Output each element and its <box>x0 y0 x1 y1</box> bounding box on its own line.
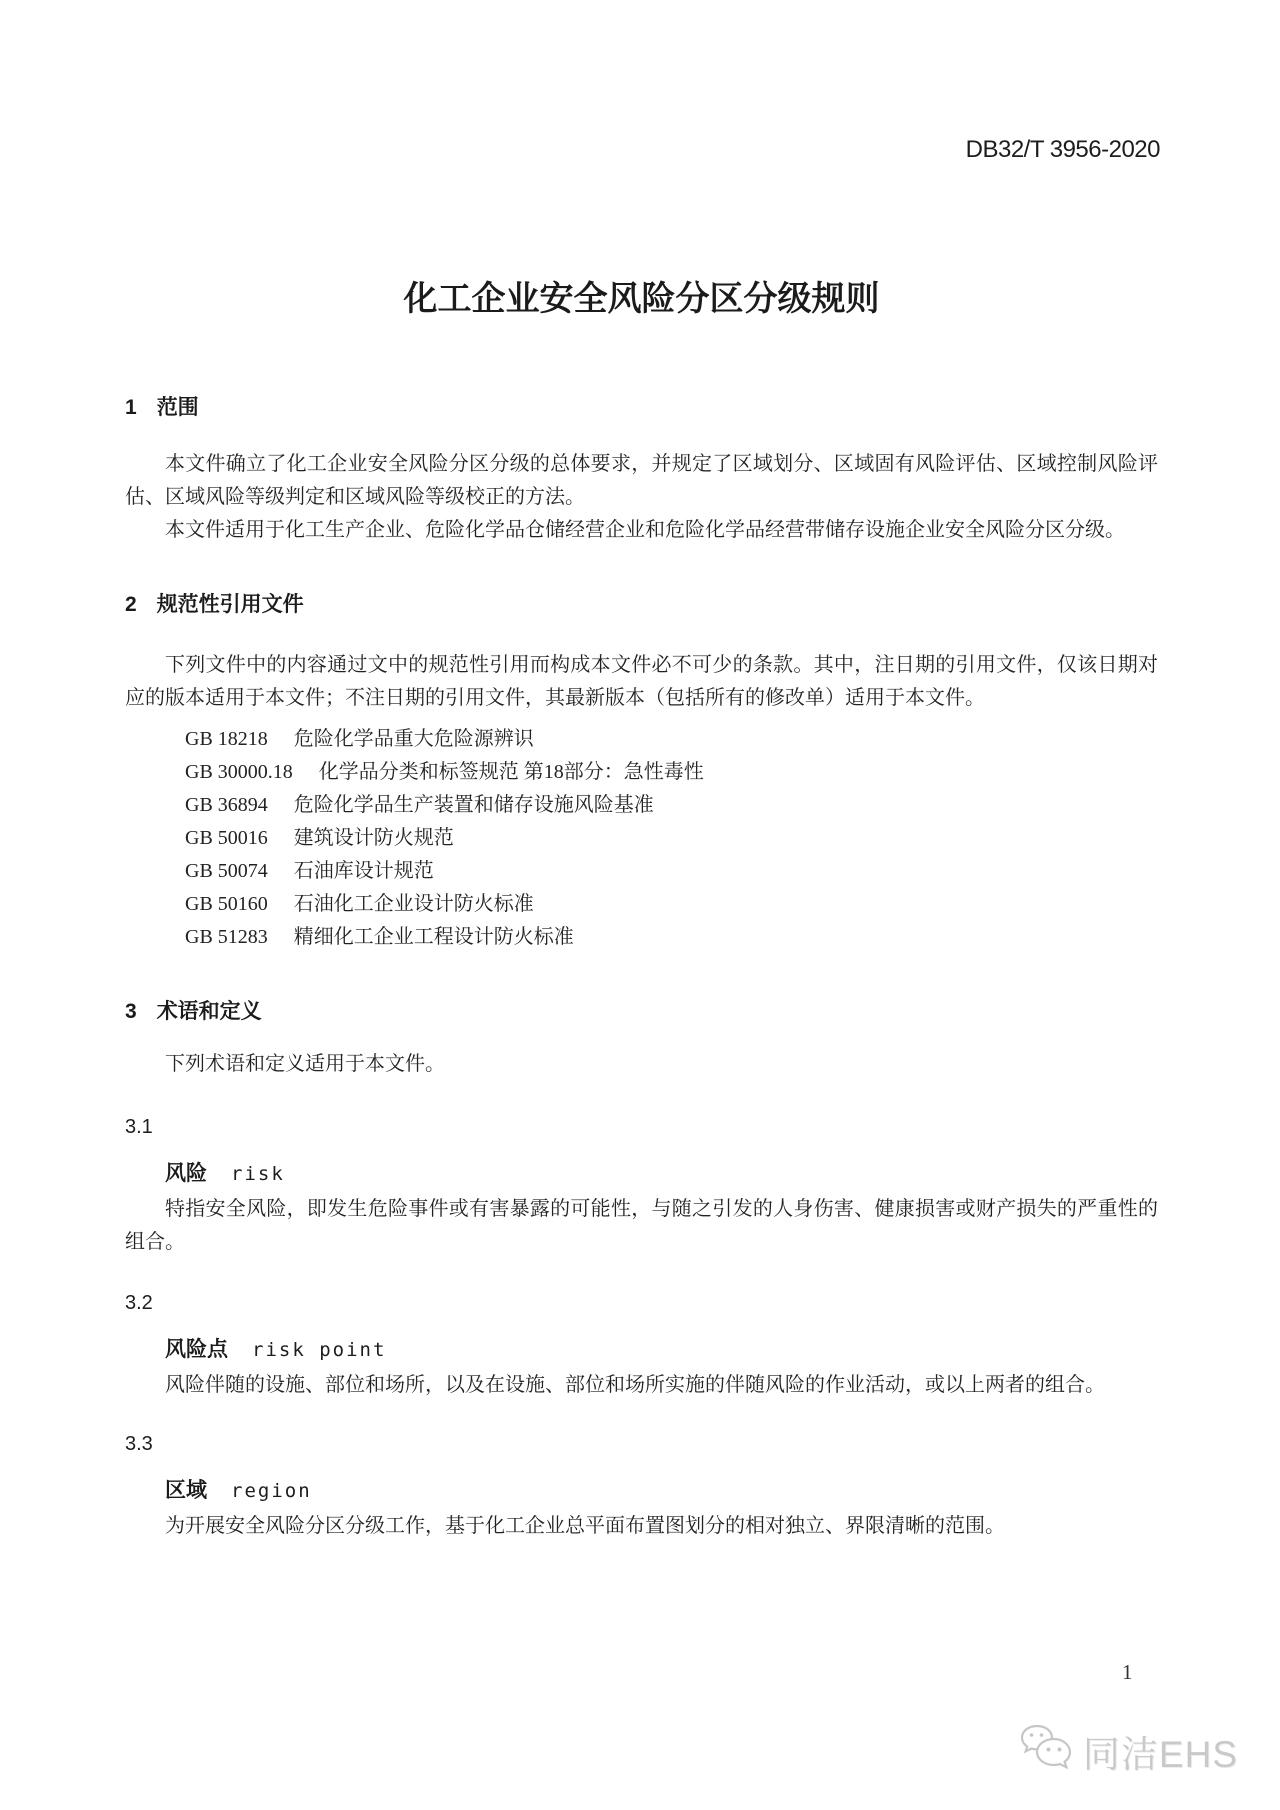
reference-item <box>125 921 1158 954</box>
term-3-3-definition <box>125 1510 1158 1543</box>
reference-name: 化学品分类和标签规范 第18部分：急性毒性 <box>318 761 704 783</box>
paragraph: 下列术语和定义适用于本文件。 <box>165 1053 445 1075</box>
term-3-2-number: 3.2 <box>125 1292 153 1314</box>
page-number: 1 <box>1122 1660 1133 1684</box>
section-1-number: 1 <box>125 396 137 419</box>
section-2-heading <box>125 591 1158 619</box>
section-3-body <box>125 1048 1158 1081</box>
section-3-heading <box>125 998 1158 1026</box>
reference-code: GB 30000.18 <box>185 761 293 783</box>
paragraph: 本文件适用于化工生产企业、危险化学品仓储经营企业和危险化学品经营带储存设施企业安全风险分区分级。 <box>165 519 1125 541</box>
paragraph: 为开展安全风险分区分级工作，基于化工企业总平面布置图划分的相对独立、界限清晰的范围。 <box>165 1515 1005 1537</box>
term-zh-label: 风险点 <box>165 1338 228 1361</box>
doc-number: DB32/T 3956-2020 <box>965 136 1160 163</box>
page-content <box>0 278 1280 1543</box>
section-2-number: 2 <box>125 593 137 616</box>
normative-references-list <box>125 723 1158 954</box>
term-3-1-number: 3.1 <box>125 1116 153 1138</box>
term-en-label: region <box>231 1480 312 1502</box>
reference-name: 石油化工企业设计防火标准 <box>293 893 534 915</box>
section-2-body <box>125 649 1158 715</box>
reference-code: GB 50160 <box>185 893 268 915</box>
reference-name: 危险化学品重大危险源辨识 <box>293 728 534 750</box>
section-1-body <box>125 448 1158 547</box>
term-3-1-title <box>125 1159 1158 1191</box>
term-zh-label: 区域 <box>165 1479 207 1502</box>
reference-item <box>125 855 1158 888</box>
paragraph: 风险伴随的设施、部位和场所，以及在设施、部位和场所实施的伴随风险的作业活动，或以上两者的组合。 <box>165 1374 1105 1396</box>
reference-item <box>125 756 1158 789</box>
reference-code: GB 36894 <box>185 794 268 816</box>
term-3-3-number: 3.3 <box>125 1433 153 1455</box>
term-3-3-title <box>125 1476 1158 1508</box>
reference-name: 建筑设计防火规范 <box>293 827 454 849</box>
wechat-icon <box>1017 1722 1073 1779</box>
reference-code: GB 18218 <box>185 728 268 750</box>
term-en-label: risk <box>231 1163 285 1185</box>
term-en-label: risk point <box>252 1339 387 1361</box>
reference-item <box>125 789 1158 822</box>
reference-code: GB 50016 <box>185 827 268 849</box>
reference-name: 危险化学品生产装置和储存设施风险基准 <box>293 794 654 816</box>
watermark <box>1017 1722 1238 1779</box>
reference-code: GB 50074 <box>185 860 268 882</box>
reference-name: 石油库设计规范 <box>293 860 434 882</box>
section-3-title: 术语和定义 <box>156 1000 262 1023</box>
reference-item <box>125 888 1158 921</box>
term-zh-label: 风险 <box>165 1162 207 1185</box>
watermark-text: 同洁EHS <box>1082 1733 1238 1775</box>
term-3-2-title <box>125 1335 1158 1367</box>
paragraph: 特指安全风险，即发生危险事件或有害暴露的可能性，与随之引发的人身伤害、健康损害或财产损失的严重性的组合。 <box>125 1198 1158 1253</box>
page-title: 化工企业安全风险分区分级规则 <box>403 280 880 318</box>
reference-name: 精细化工企业工程设计防火标准 <box>293 926 574 948</box>
section-1-title: 范围 <box>156 396 199 419</box>
reference-code: GB 51283 <box>185 926 268 948</box>
section-1-heading <box>125 394 1158 422</box>
reference-item <box>125 723 1158 756</box>
section-3-number: 3 <box>125 1000 137 1023</box>
paragraph: 下列文件中的内容通过文中的规范性引用而构成本文件必不可少的条款。其中，注日期的引用文件，仅该日期对应的版本适用于本文件；不注日期的引用文件，其最新版本（包括所有的修改单）适用于本文件。 <box>125 654 1158 709</box>
section-2-title: 规范性引用文件 <box>156 593 304 616</box>
term-3-1-definition <box>125 1193 1158 1259</box>
paragraph: 本文件确立了化工企业安全风险分区分级的总体要求，并规定了区域划分、区域固有风险评估、区域控制风险评估、区域风险等级判定和区域风险等级校正的方法。 <box>125 453 1158 508</box>
term-3-2-definition <box>125 1369 1158 1402</box>
reference-item <box>125 822 1158 855</box>
